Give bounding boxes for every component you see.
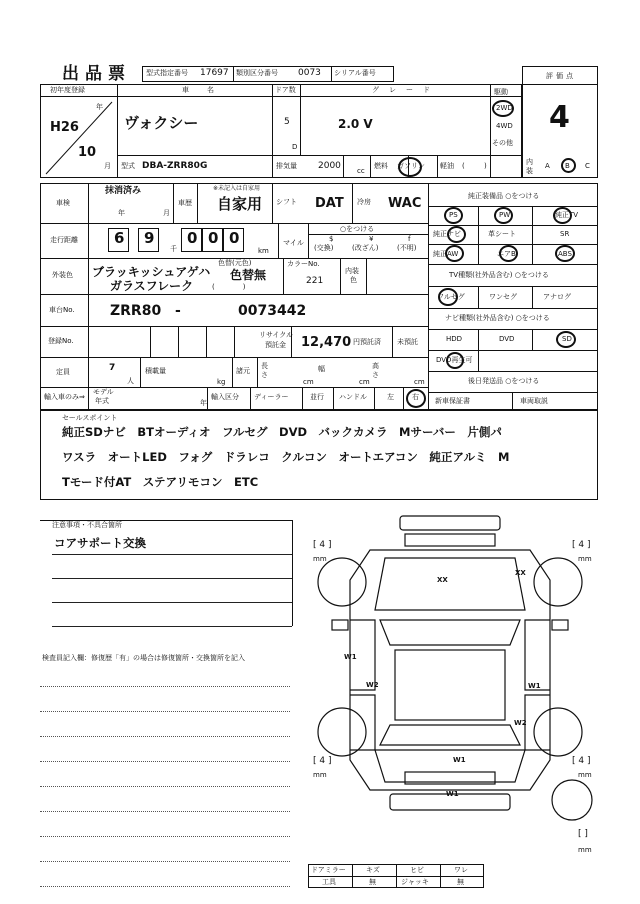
not-deposited: 未預託	[397, 338, 418, 346]
sales-line-2: ワスラ オートLED フォグ ドラレコ クルコン オートエアコン 純正アルミ M	[62, 450, 510, 464]
mileage-opt3b: (不明)	[397, 244, 417, 252]
tread-rr: [ 4 ]	[572, 756, 591, 766]
class-no: 0073	[298, 68, 321, 78]
tread-spare: [ ]	[578, 829, 588, 839]
mileage-opt1: $	[329, 235, 334, 243]
acc-door-mirror: ドアミラー	[311, 866, 346, 874]
diesel-paren-close: )	[484, 162, 487, 170]
drive-other: その他	[492, 139, 513, 147]
int-b-circle	[561, 158, 576, 173]
import-dealer: ディーラー	[254, 393, 289, 401]
recycle-label-2: 預託金	[265, 341, 286, 349]
acc-tools-val: 無	[369, 878, 376, 886]
color-no-value: 221	[306, 276, 324, 286]
month-unit: 月	[104, 162, 111, 170]
mileage-digit-5: 0	[229, 229, 240, 247]
drive-2wd: 2WD	[496, 104, 513, 112]
int-color-label-1: 内装	[345, 267, 359, 275]
acc-crack2: ワレ	[454, 866, 468, 874]
score-value: 4	[549, 100, 570, 135]
fuel-circle	[398, 157, 422, 177]
displacement-value: 2000	[318, 161, 341, 171]
chassis-dash: -	[175, 303, 181, 319]
doors-suffix: D	[292, 143, 298, 151]
nav-sd: SD	[562, 335, 572, 343]
drive-4wd: 4WD	[496, 122, 513, 130]
mark-left-front-door: W1	[344, 653, 357, 661]
nav-title: ナビ種類(社外品含む) ○をつける	[445, 314, 550, 322]
model-cert-no: 17697	[200, 68, 229, 78]
mark-fender-right: XX	[515, 569, 526, 577]
tread-rr-mm: mm	[578, 771, 592, 779]
handle-right-circle	[406, 389, 426, 408]
shift-label: シフト	[276, 198, 297, 206]
dims-label: 諸元	[236, 367, 250, 375]
history-label: 車歴	[178, 199, 192, 207]
equipment-title: 純正装備品 ○をつける	[468, 192, 540, 200]
repaint-paren: ( )	[212, 283, 246, 291]
tread-fl-mm: mm	[313, 555, 327, 563]
model-cert-label: 型式指定番号	[146, 69, 188, 77]
acc-jack: ジャッキ	[401, 878, 429, 886]
dims-width-cm: cm	[359, 378, 370, 386]
load-kg: kg	[217, 378, 226, 386]
notes-label: 注意事項・不具合箇所	[52, 521, 122, 529]
model-value: DBA-ZRR80G	[142, 161, 208, 171]
repaint-value: 色替無	[230, 268, 267, 282]
tread-rl: [ 4 ]	[313, 756, 332, 766]
model-year-unit: 年	[200, 399, 207, 407]
delivery-manual: 車両取説	[520, 397, 548, 405]
capacity-value: 7	[109, 363, 116, 373]
dims-height: 高さ	[372, 362, 379, 379]
import-label: 輸入車のみ⇒	[44, 393, 85, 401]
grade-label: グレード	[372, 86, 440, 94]
int-color-label-2: 色	[350, 276, 357, 284]
inspection-label: 車検	[56, 199, 70, 207]
delivery-title: 後日発送品 ○をつける	[468, 377, 540, 385]
inspection-year: 年	[118, 209, 125, 217]
interior-label: 内装	[526, 158, 533, 175]
registration-label: 登録No.	[48, 337, 74, 345]
mark-rear-bumper: W1	[446, 790, 459, 798]
color-no-label: カラーNo.	[287, 260, 320, 268]
doors-value: 5	[284, 117, 290, 127]
car-name: ヴォクシー	[124, 114, 199, 132]
inspection-month: 月	[163, 209, 170, 217]
mileage-label: 走行距離	[50, 236, 78, 244]
mileage-opt1b: (交換)	[314, 244, 334, 252]
mileage-digit-4: 0	[208, 229, 219, 247]
nav-dvd: DVD	[499, 335, 515, 343]
chassis-number: 0073442	[238, 303, 307, 319]
acc-scratch: キズ	[366, 866, 380, 874]
load-label: 積載量	[145, 367, 166, 375]
history-value: 自家用	[217, 195, 263, 213]
mark-hood-1: XX	[437, 576, 448, 584]
mileage-opt3: f	[408, 235, 411, 243]
handle-label: ハンドル	[339, 393, 367, 401]
mark-trunk: W1	[453, 756, 466, 764]
mileage-mile: マイル	[283, 239, 304, 247]
diesel-label: 軽油	[440, 162, 454, 170]
repaint-label: 色替(元色)	[218, 259, 252, 267]
equip-genuine-aw: 純正AW	[433, 250, 459, 258]
tread-fl: [ 4 ]	[313, 540, 332, 550]
equip-leather: 革シート	[488, 230, 516, 238]
mileage-opt2b: (改ざん)	[352, 244, 379, 252]
inspector-label: 検査員記入欄：修復歴「有」の場合は修復箇所・交換箇所を記入	[42, 654, 245, 662]
handle-left: 左	[387, 393, 394, 401]
dims-width: 幅	[318, 365, 325, 373]
chassis-prefix: ZRR80	[110, 303, 162, 319]
equip-abs: ABS	[558, 250, 572, 258]
recycle-fee: 12,470	[301, 335, 352, 350]
recycle-label-1: リサイクル	[259, 331, 294, 339]
shift-value: DAT	[315, 196, 344, 211]
equip-ps: PS	[449, 211, 458, 219]
handle-right: 右	[412, 393, 419, 401]
mileage-sen: 千	[170, 245, 177, 253]
equip-sr: SR	[560, 230, 570, 238]
model-year-label-1: モデル	[93, 388, 114, 396]
doors-label: ドア数	[275, 86, 296, 94]
serial-label: シリアル番号	[334, 69, 376, 77]
cc-unit: cc	[357, 167, 365, 175]
score-label: 評価点	[546, 72, 576, 80]
delivery-warranty: 新車保証書	[435, 397, 470, 405]
fuel-value: ガソリン	[397, 162, 425, 170]
year-unit: 年	[96, 103, 103, 111]
model-label: 型式	[121, 162, 135, 170]
tv-oneseg: ワンセグ	[489, 293, 517, 301]
grade-value: 2.0 V	[338, 117, 373, 131]
nav-hdd: HDD	[446, 335, 463, 343]
first-reg-label: 初年度登録	[50, 86, 85, 94]
sales-line-1: 純正SDナビ BTオーディオ フルセグ DVD バックカメラ Mサーバー 片側パ	[62, 425, 502, 439]
mileage-km: km	[258, 247, 269, 255]
import-parallel: 並行	[310, 393, 324, 401]
mark-right-rear-door: W2	[514, 719, 527, 727]
ac-value: WAC	[388, 196, 422, 211]
notes-line-1: コアサポート交換	[54, 536, 146, 550]
acc-jack-val: 無	[457, 878, 464, 886]
import-class-label: 輸入区分	[211, 393, 239, 401]
int-b: B	[565, 162, 570, 170]
equip-genuine-tv: 純正TV	[555, 211, 579, 219]
displacement-label: 排気量	[276, 162, 297, 170]
mileage-circle-note: ○をつける	[340, 225, 375, 233]
dims-length: 長さ	[261, 362, 268, 379]
tread-spare-mm: mm	[578, 846, 592, 854]
history-note: ※未記入は自家用	[213, 185, 261, 192]
tv-fullseg: フルセグ	[437, 293, 465, 301]
first-reg-month: 10	[78, 145, 97, 160]
acc-crack: ヒビ	[410, 866, 424, 874]
mileage-opt2: ¥	[369, 235, 374, 243]
mileage-digit-1: 6	[114, 229, 125, 247]
form-title: 出品票	[62, 64, 131, 84]
int-c: C	[585, 162, 590, 170]
sales-points-label: セールスポイント	[62, 414, 118, 422]
capacity-label: 定員	[56, 368, 70, 376]
sales-line-3: Tモード付AT ステアリモコン ETC	[62, 475, 259, 489]
equip-airbag: エアB	[497, 250, 516, 258]
tread-fr: [ 4 ]	[572, 540, 591, 550]
drive-2wd-circle	[492, 100, 514, 117]
mileage-digit-3: 0	[187, 229, 198, 247]
tread-rl-mm: mm	[313, 771, 327, 779]
dvd-playable: DVD再生可	[436, 356, 473, 364]
color-name-1: ブラッキッシュアゲハ	[92, 265, 211, 279]
int-a: A	[545, 162, 550, 170]
equip-genuine-nav: 純正ナビ	[433, 230, 461, 238]
dims-length-cm: cm	[303, 378, 314, 386]
inspection-value: 抹消済み	[105, 186, 142, 196]
car-name-label: 車名	[182, 86, 232, 94]
color-label: 外装色	[52, 271, 73, 279]
tv-analog: アナログ	[543, 293, 571, 301]
capacity-unit: 人	[127, 377, 134, 385]
class-label: 類別区分番号	[236, 69, 278, 77]
equip-pw: PW	[499, 211, 511, 219]
tv-title: TV種類(社外品含む) ○をつける	[449, 271, 549, 279]
deposit-done: 円預託済	[353, 338, 381, 346]
color-name-2: ガラスフレーク	[110, 279, 194, 293]
ac-label: 冷房	[357, 198, 371, 206]
tread-fr-mm: mm	[578, 555, 592, 563]
dims-height-cm: cm	[414, 378, 425, 386]
diesel-paren-open: (	[462, 162, 465, 170]
fuel-label: 燃料	[374, 162, 388, 170]
drive-label: 駆動	[494, 88, 508, 96]
acc-tools: 工具	[322, 878, 336, 886]
mark-right-front-door: W1	[528, 682, 541, 690]
model-year-label-2: 年式	[95, 397, 109, 405]
chassis-label: 車台No.	[49, 306, 75, 314]
first-reg-year: H26	[50, 120, 79, 135]
mark-left-rear-door: W2	[366, 681, 379, 689]
mileage-digit-2: 9	[144, 229, 155, 247]
